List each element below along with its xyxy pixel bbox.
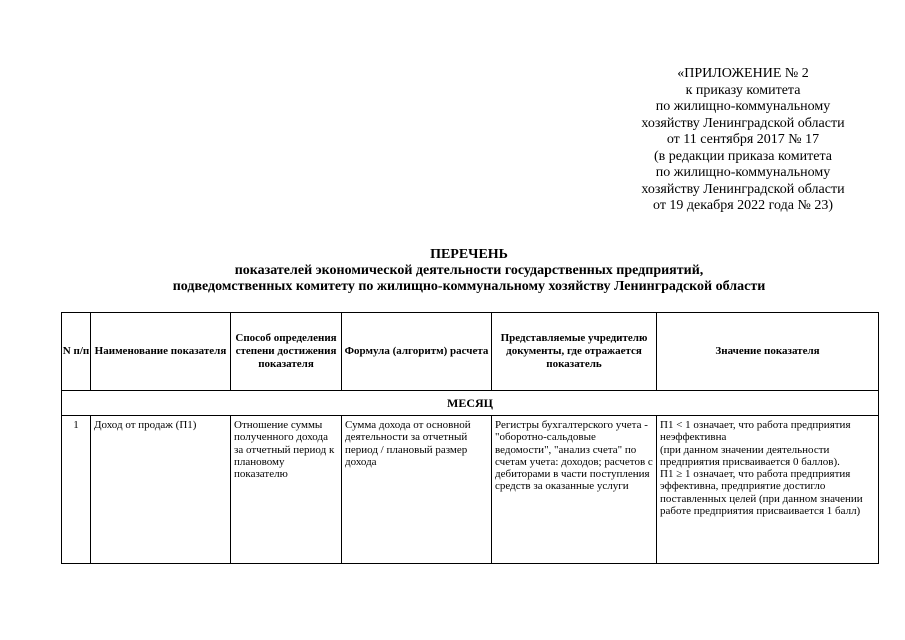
header-line: хозяйству Ленинградской области <box>641 115 845 131</box>
value-text-1: П1 < 1 означает, что работа предприятия неэффективна <box>660 419 851 444</box>
table-row <box>62 416 879 564</box>
document-title <box>60 247 878 295</box>
col-header-method: Способ определения степени достижения показателя <box>231 313 342 391</box>
section-label: МЕСЯЦ <box>62 391 879 416</box>
title-line-2: показателей экономической деятельности государственных предприятий, <box>234 263 704 278</box>
cell-method: Отношение суммы полученного дохода за отчетный период к плановому показателю <box>231 416 342 564</box>
col-header-value: Значение показателя <box>657 313 879 391</box>
header-line: «ПРИЛОЖЕНИЕ № 2 <box>677 66 809 81</box>
title-line-3: подведомственных комитету по жилищно-коммунальному хозяйству Ленинградской области <box>172 279 766 294</box>
cell-documents: Регистры бухгалтерского учета - "оборотно-сальдовые ведомости", "анализ счета" по счетам учета: доходов; расчетов с дебиторами в части поступления средств за оказанные услуги <box>492 416 657 564</box>
title-line-1: ПЕРЕЧЕНЬ <box>430 247 508 262</box>
header-line: (в редакции приказа комитета <box>654 148 832 164</box>
col-header-documents: Представляемые учредителю документы, где отражается показатель <box>492 313 657 391</box>
col-header-name: Наименование показателя <box>91 313 231 391</box>
indicators-table <box>61 312 879 564</box>
header-line: хозяйству Ленинградской области <box>641 181 845 197</box>
cell-num: 1 <box>62 416 91 564</box>
value-text-3: П1 ≥ 1 означает, что работа предприятия эффективна, предприятие достигло поставленных целей (при данном значении работе предприятия присваивается 1 балл) <box>660 468 863 518</box>
header-line: от 11 сентября 2017 № 17 <box>666 132 820 147</box>
section-row <box>62 391 879 416</box>
col-header-formula: Формула (алгоритм) расчета <box>342 313 492 391</box>
value-text-2: (при данном значении деятельности предприятия присваивается 0 баллов). <box>660 443 840 468</box>
cell-value <box>657 416 879 564</box>
cell-name: Доход от продаж (П1) <box>91 416 231 564</box>
header-line: по жилищно-коммунальному <box>655 165 831 180</box>
appendix-header <box>598 66 888 215</box>
col-header-num: N п/п <box>62 313 91 391</box>
table-header-row <box>62 313 879 391</box>
header-line: к приказу комитета <box>685 82 801 98</box>
header-line: от 19 декабря 2022 года № 23) <box>653 198 833 213</box>
header-line: по жилищно-коммунальному <box>655 99 831 114</box>
cell-formula: Сумма дохода от основной деятельности за отчетный период / плановый размер дохода <box>342 416 492 564</box>
